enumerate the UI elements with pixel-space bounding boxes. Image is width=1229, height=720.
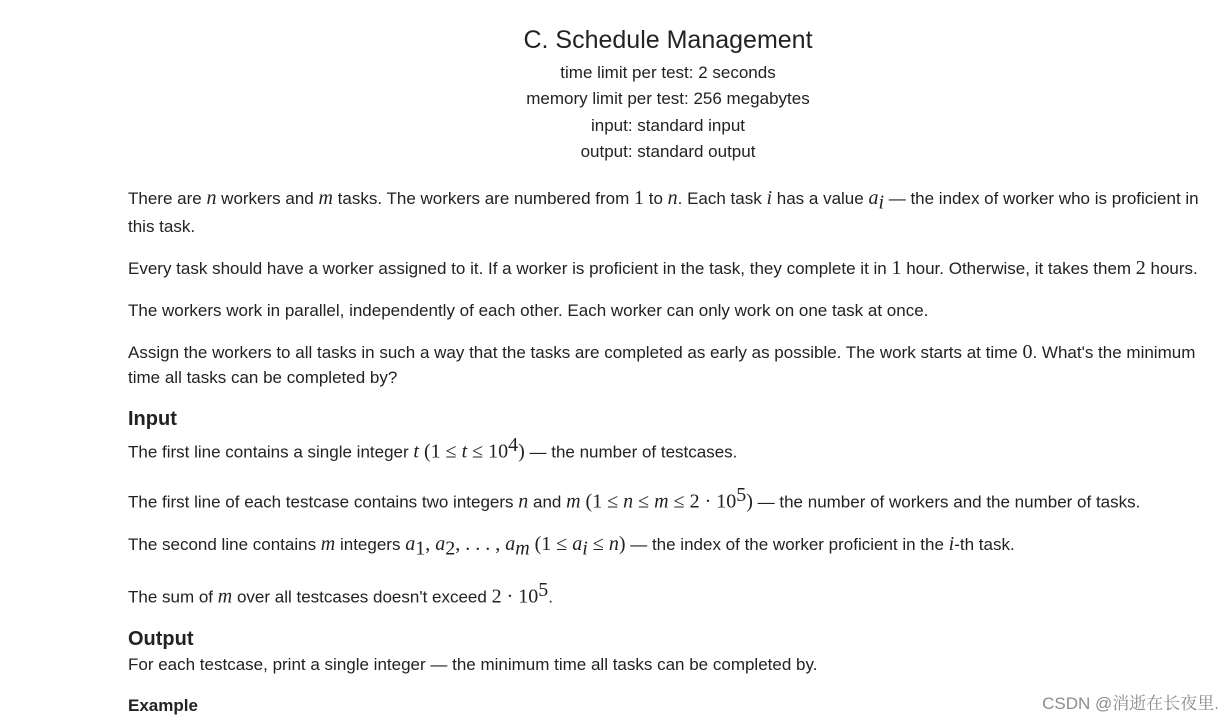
output-text: For each testcase, print a single integer — the minimum time all tasks can be completed by.	[128, 654, 818, 674]
input-line-1: The first line contains a single integer t $(1 \le t \le 10^4)$ — the number of testcases.	[128, 434, 738, 464]
problem-header	[0, 24, 1229, 165]
output-heading: Output	[128, 627, 194, 650]
statement-paragraph-2: Every task should have a worker assigned to it. If a worker is proficient in the task, they complete it in 1 hour. Otherwise, it takes them 2 hours.	[128, 257, 1198, 280]
input-line-3: The second line contains m integers $a_1$, $a_2$, . . . , $a_m$ $(1 \le a_i \le n)$ — the index of the worker proficient in the i-th task.	[128, 532, 1015, 560]
memory-limit: memory limit per test: 256 megabytes	[526, 89, 810, 109]
output-spec: output: standard output	[580, 141, 756, 161]
statement-paragraph-3: The workers work in parallel, independently of each other. Each worker can only work on one task at once.	[128, 300, 929, 320]
csdn-watermark: CSDN @消逝在长夜里.	[1042, 694, 1219, 713]
problem-title: C. Schedule Management	[523, 26, 813, 54]
input-line-4: The sum of m over all testcases doesn't exceed $2 \cdot 10^5$.	[128, 578, 553, 608]
time-limit: time limit per test: 2 seconds	[560, 63, 776, 82]
problem-statement	[128, 186, 1208, 718]
input-spec: input: standard input	[590, 115, 746, 135]
input-heading: Input	[128, 408, 177, 431]
statement-paragraph-1: There are n workers and m tasks. The workers are numbered from 1 to n. Each task i has a value $a_i$ — the index of worker who is proficient in this task.	[128, 187, 1199, 236]
input-line-2: The first line of each testcase contains two integers n and m $(1 \le n \le m \le 2 \cdot 10^5)$ — the number of workers and the number of tasks.	[128, 483, 1141, 513]
example-heading: Example	[128, 696, 198, 716]
statement-paragraph-4: Assign the workers to all tasks in such a way that the tasks are completed as early as possible. The work starts at time 0. What's the minimum time all tasks can be completed by?	[128, 341, 1196, 387]
